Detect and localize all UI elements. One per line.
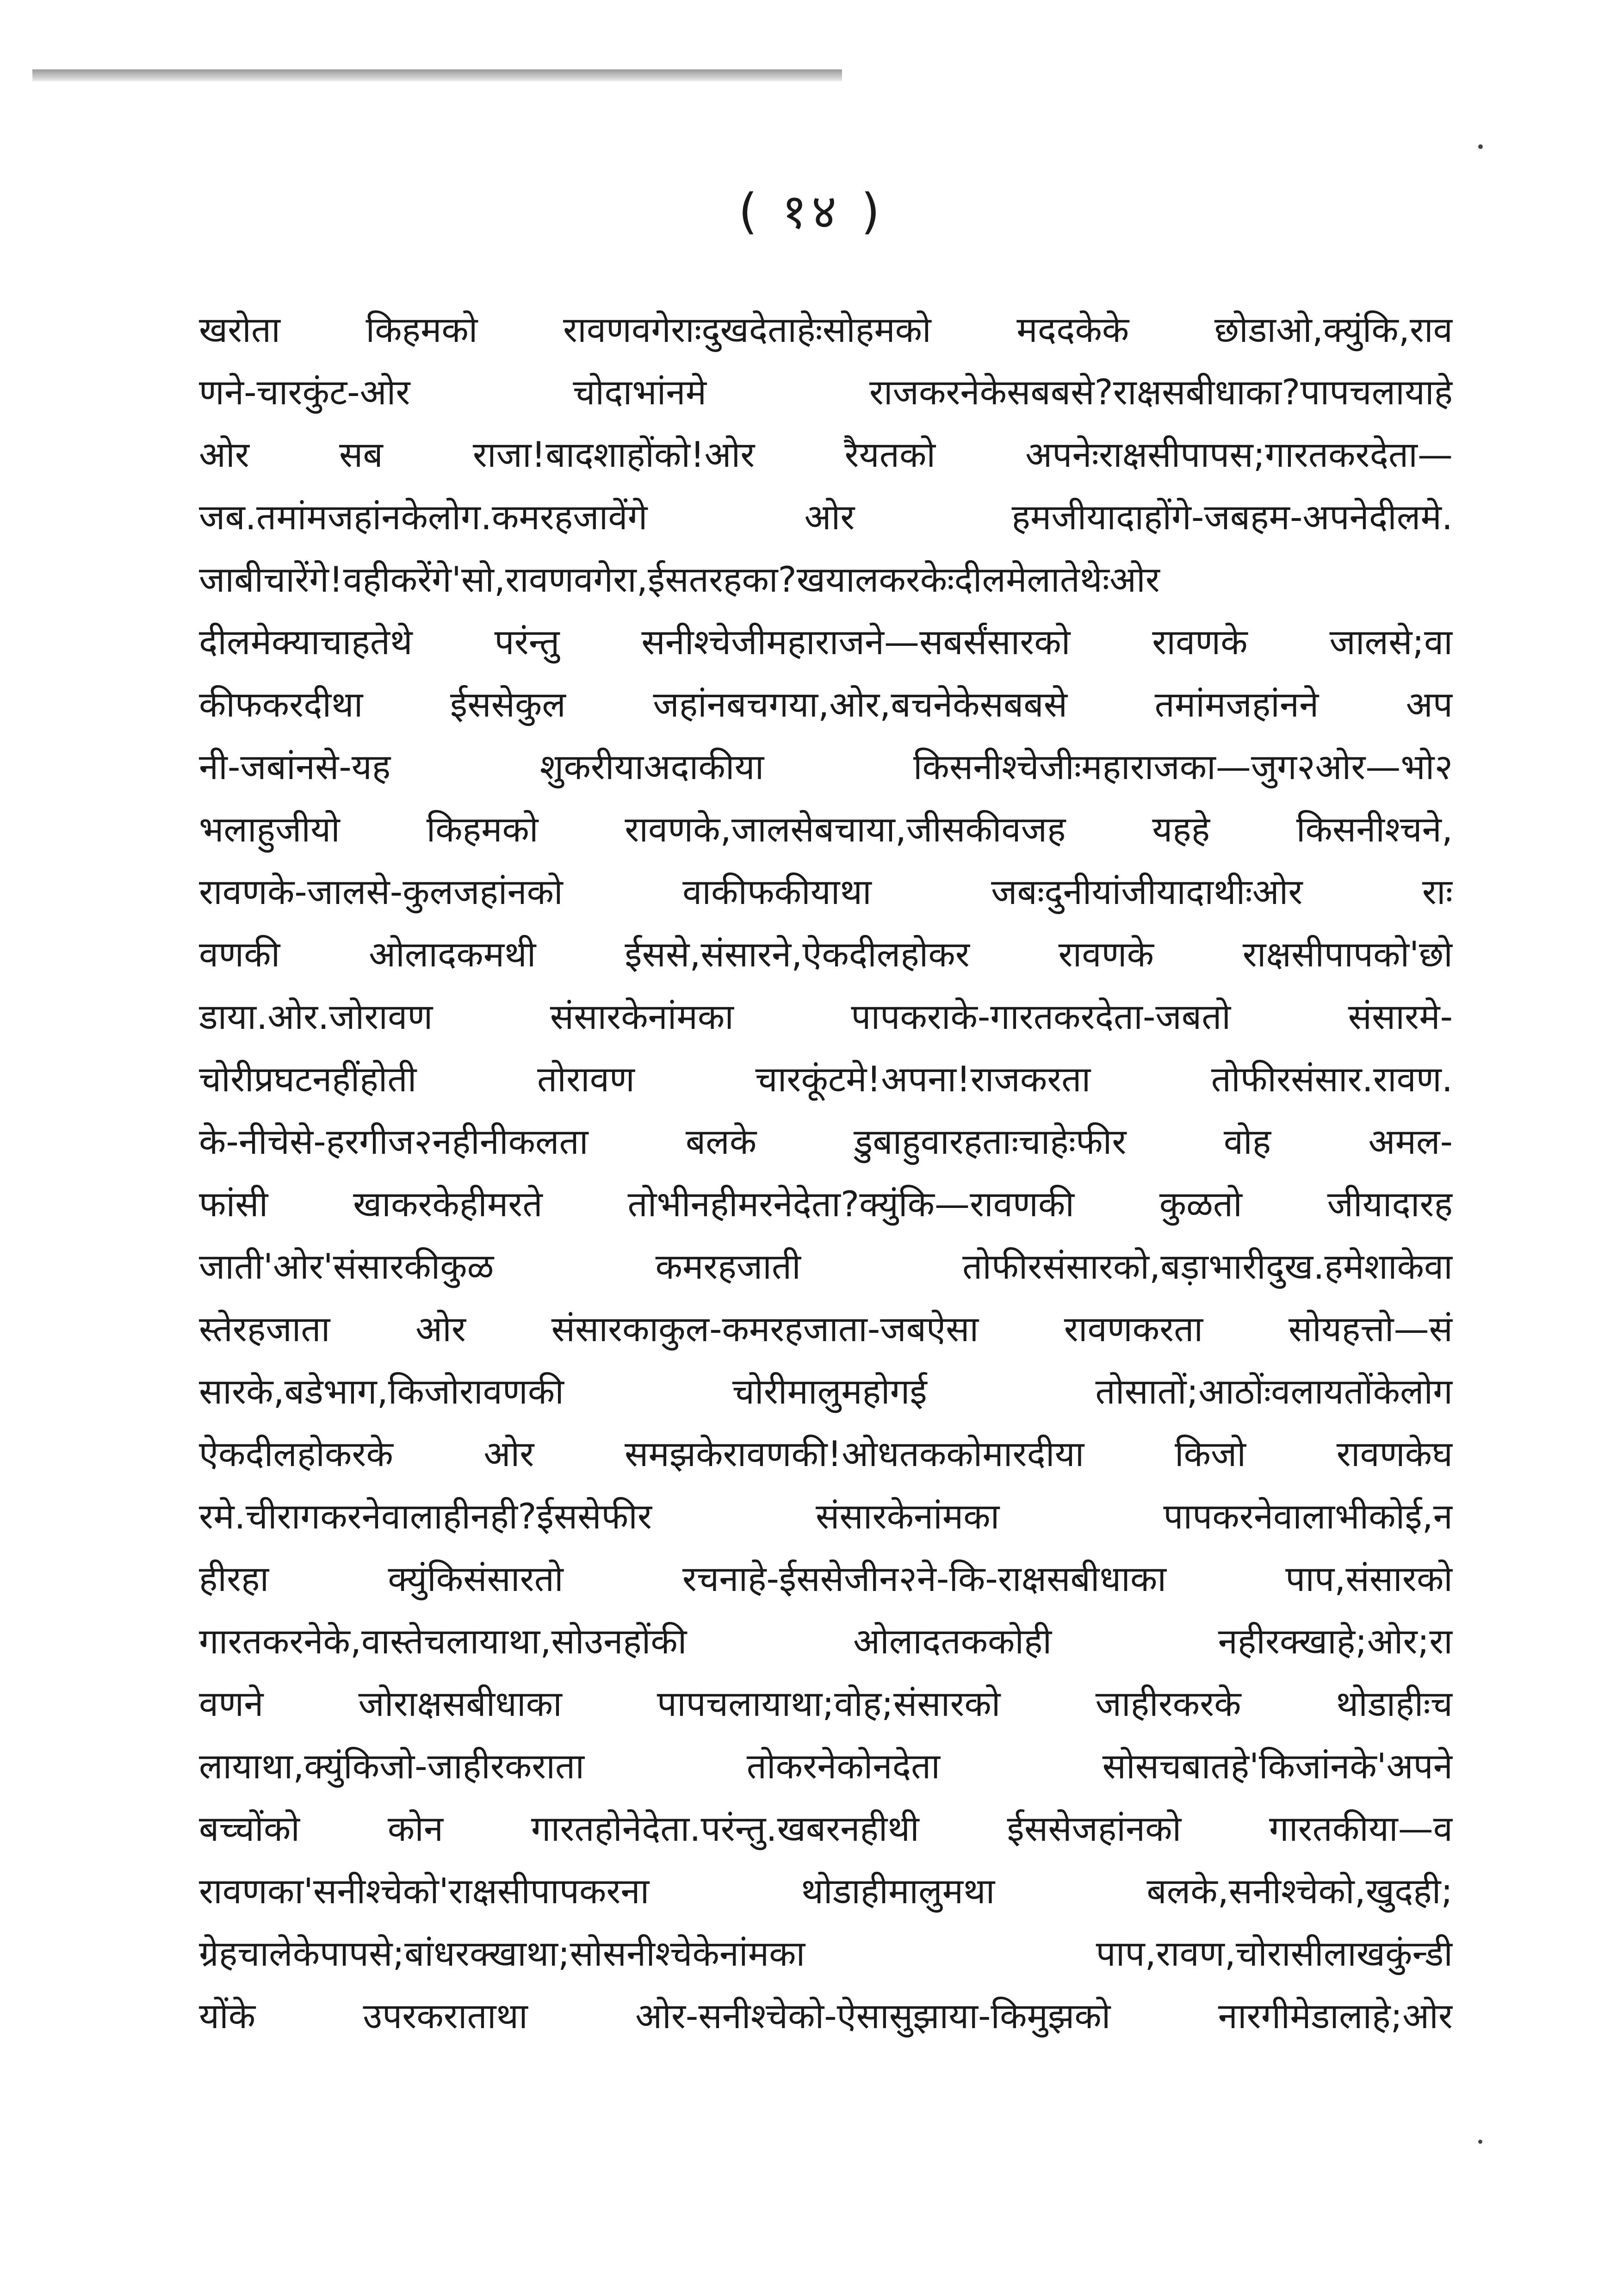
text-line: वणने जोराक्षसबीधाका पापचलायाथा;वोह;संसारको जाहीरकरके थोडाहीःच: [199, 1683, 1453, 1724]
text-line: सारके,बडेभाग,किजोरावणकी चोरीमालुमहोगई तोसातों;आठोंःवलायतोंकेलोग: [199, 1371, 1453, 1412]
text-line: डाया.ओर.जोरावण संसारकेनांमका पापकराके-गारतकरदेता-जबतो संसारमे-: [199, 996, 1453, 1037]
text-line: जाती'ओर'संसारकीकुळ कमरहजाती तोफीरसंसारको,बड़ाभारीदुख.हमेशाकेवा: [199, 1246, 1453, 1287]
text-line: जाबीचारेंगे!वहीकरेंगे'सो,रावणवगेरा,ईसतरहका?खयालकरकेःदीलमेलातेथेःओर: [199, 559, 1160, 600]
text-line: गारतकरनेके,वास्तेचलायाथा,सोउनहोंकी ओलादतककोही नहीरक्खाहे;ओर;रा: [199, 1621, 1453, 1662]
text-line: स्तेरहजाता ओर संसारकाकुल-कमरहजाता-जबऐसा रावणकरता सोयहत्तो—सं: [199, 1308, 1453, 1349]
text-line: रावणका'सनीश्चेको'राक्षसीपापकरना थोडाहीमालुमथा बलके,सनीश्चेको,खुदही;: [199, 1870, 1453, 1912]
text-line: कीफकरदीथा ईससेकुल जहांनबचगया,ओर,बचनेकेसबबसे तमांमजहांनने अप: [199, 684, 1453, 725]
text-line: भलाहुजीयो किहमको रावणके,जालसेबचाया,जीसकीवजह यहहे किसनीश्चने,: [199, 809, 1453, 850]
text-line: हीरहा क्युंकिसंसारतो रचनाहे-ईससेजीन२ने-कि-राक्षसबीधाका पाप,संसारको: [199, 1558, 1453, 1599]
text-line: वणकी ओलादकमथी ईससे,संसारने,ऐकदीलहोकर रावणके राक्षसीपापको'छो: [199, 934, 1453, 975]
text-line: णने-चारकुंट-ओर चोदाभांनमे राजकरनेकेसबबसे?राक्षसबीधाका?पापचलायाहे: [199, 371, 1453, 413]
text-line: फांसी खाकरकेहीमरते तोभीनहीमरनेदेता?क्युंकि—रावणकी कुळतो जीयादारह: [199, 1183, 1453, 1225]
text-line: बच्चोंको कोन गारतहोनेदेता.परंन्तु.खबरनहीथी ईससेजहांनको गारतकीया—व: [199, 1808, 1453, 1849]
text-line: जब.तमांमजहांनकेलोग.कमरहजावेंगे ओर हमजीयादाहोंगे-जबहम-अपनेदीलमे.: [199, 496, 1453, 538]
scan-speck: [1478, 2140, 1482, 2144]
text-line: ऐकदीलहोकरके ओर समझकेरावणकी!ओधतककोमारदीया किजो रावणकेघ: [199, 1433, 1453, 1474]
scan-speck: [1478, 144, 1483, 149]
page-number: ( १४ ): [738, 183, 885, 240]
body-text: [199, 298, 1453, 2047]
text-line: के-नीचेसे-हरगीज२नहीनीकलता बलके डुबाहुवारहताःचाहेःफीर वोह अमल-: [199, 1121, 1453, 1162]
text-line: खरोता किहमको रावणवगेराःदुखदेताहेःसोहमको मददकेके छोडाओ,क्युंकि,राव: [199, 309, 1453, 350]
text-line: दीलमेक्याचाहतेथे परंन्तु सनीश्चेजीमहाराजने—सबर्संसारको रावणके जालसे;वा: [199, 621, 1453, 662]
text-line: ग्रेहचालेकेपापसे;बांधरक्खाथा;सोसनीश्चेकेनांमका पाप,रावण,चोरासीलाखकुंन्डी: [199, 1933, 1453, 1974]
text-line: ओर सब राजा!बादशाहोंको!ओर रैयतको अपनेःराक्षसीपापस;गारतकरदेता—: [199, 434, 1453, 475]
text-line: नी-जबांनसे-यह शुकरीयाअदाकीया किसनीश्चेजीःमहाराजका—जुग२ओर—भो२: [199, 746, 1453, 787]
text-line: योंके उपरकराताथा ओर-सनीश्चेको-ऐसासुझाया-किमुझको नारगीमेडालाहे;ओर: [199, 1995, 1453, 2036]
text-line: लायाथा,क्युंकिजो-जाहीरकराता तोकरनेकोनदेता सोसचबातहे'किजांनके'अपने: [199, 1745, 1453, 1787]
text-line: रावणके-जालसे-कुलजहांनको वाकीफकीयाथा जबःदुनीयांजीयादाथीःओर राः: [199, 871, 1453, 912]
scan-edge-shadow: [32, 69, 842, 81]
text-line: रमे.चीरागकरनेवालाहीनही?ईससेफीर संसारकेनांमका पापकरनेवालाभीकोई,न: [199, 1496, 1453, 1537]
text-line: चोरीप्रघटनहींहोती तोरावण चारकूंटमे!अपना!राजकरता तोफीरसंसार.रावण.: [199, 1058, 1453, 1100]
